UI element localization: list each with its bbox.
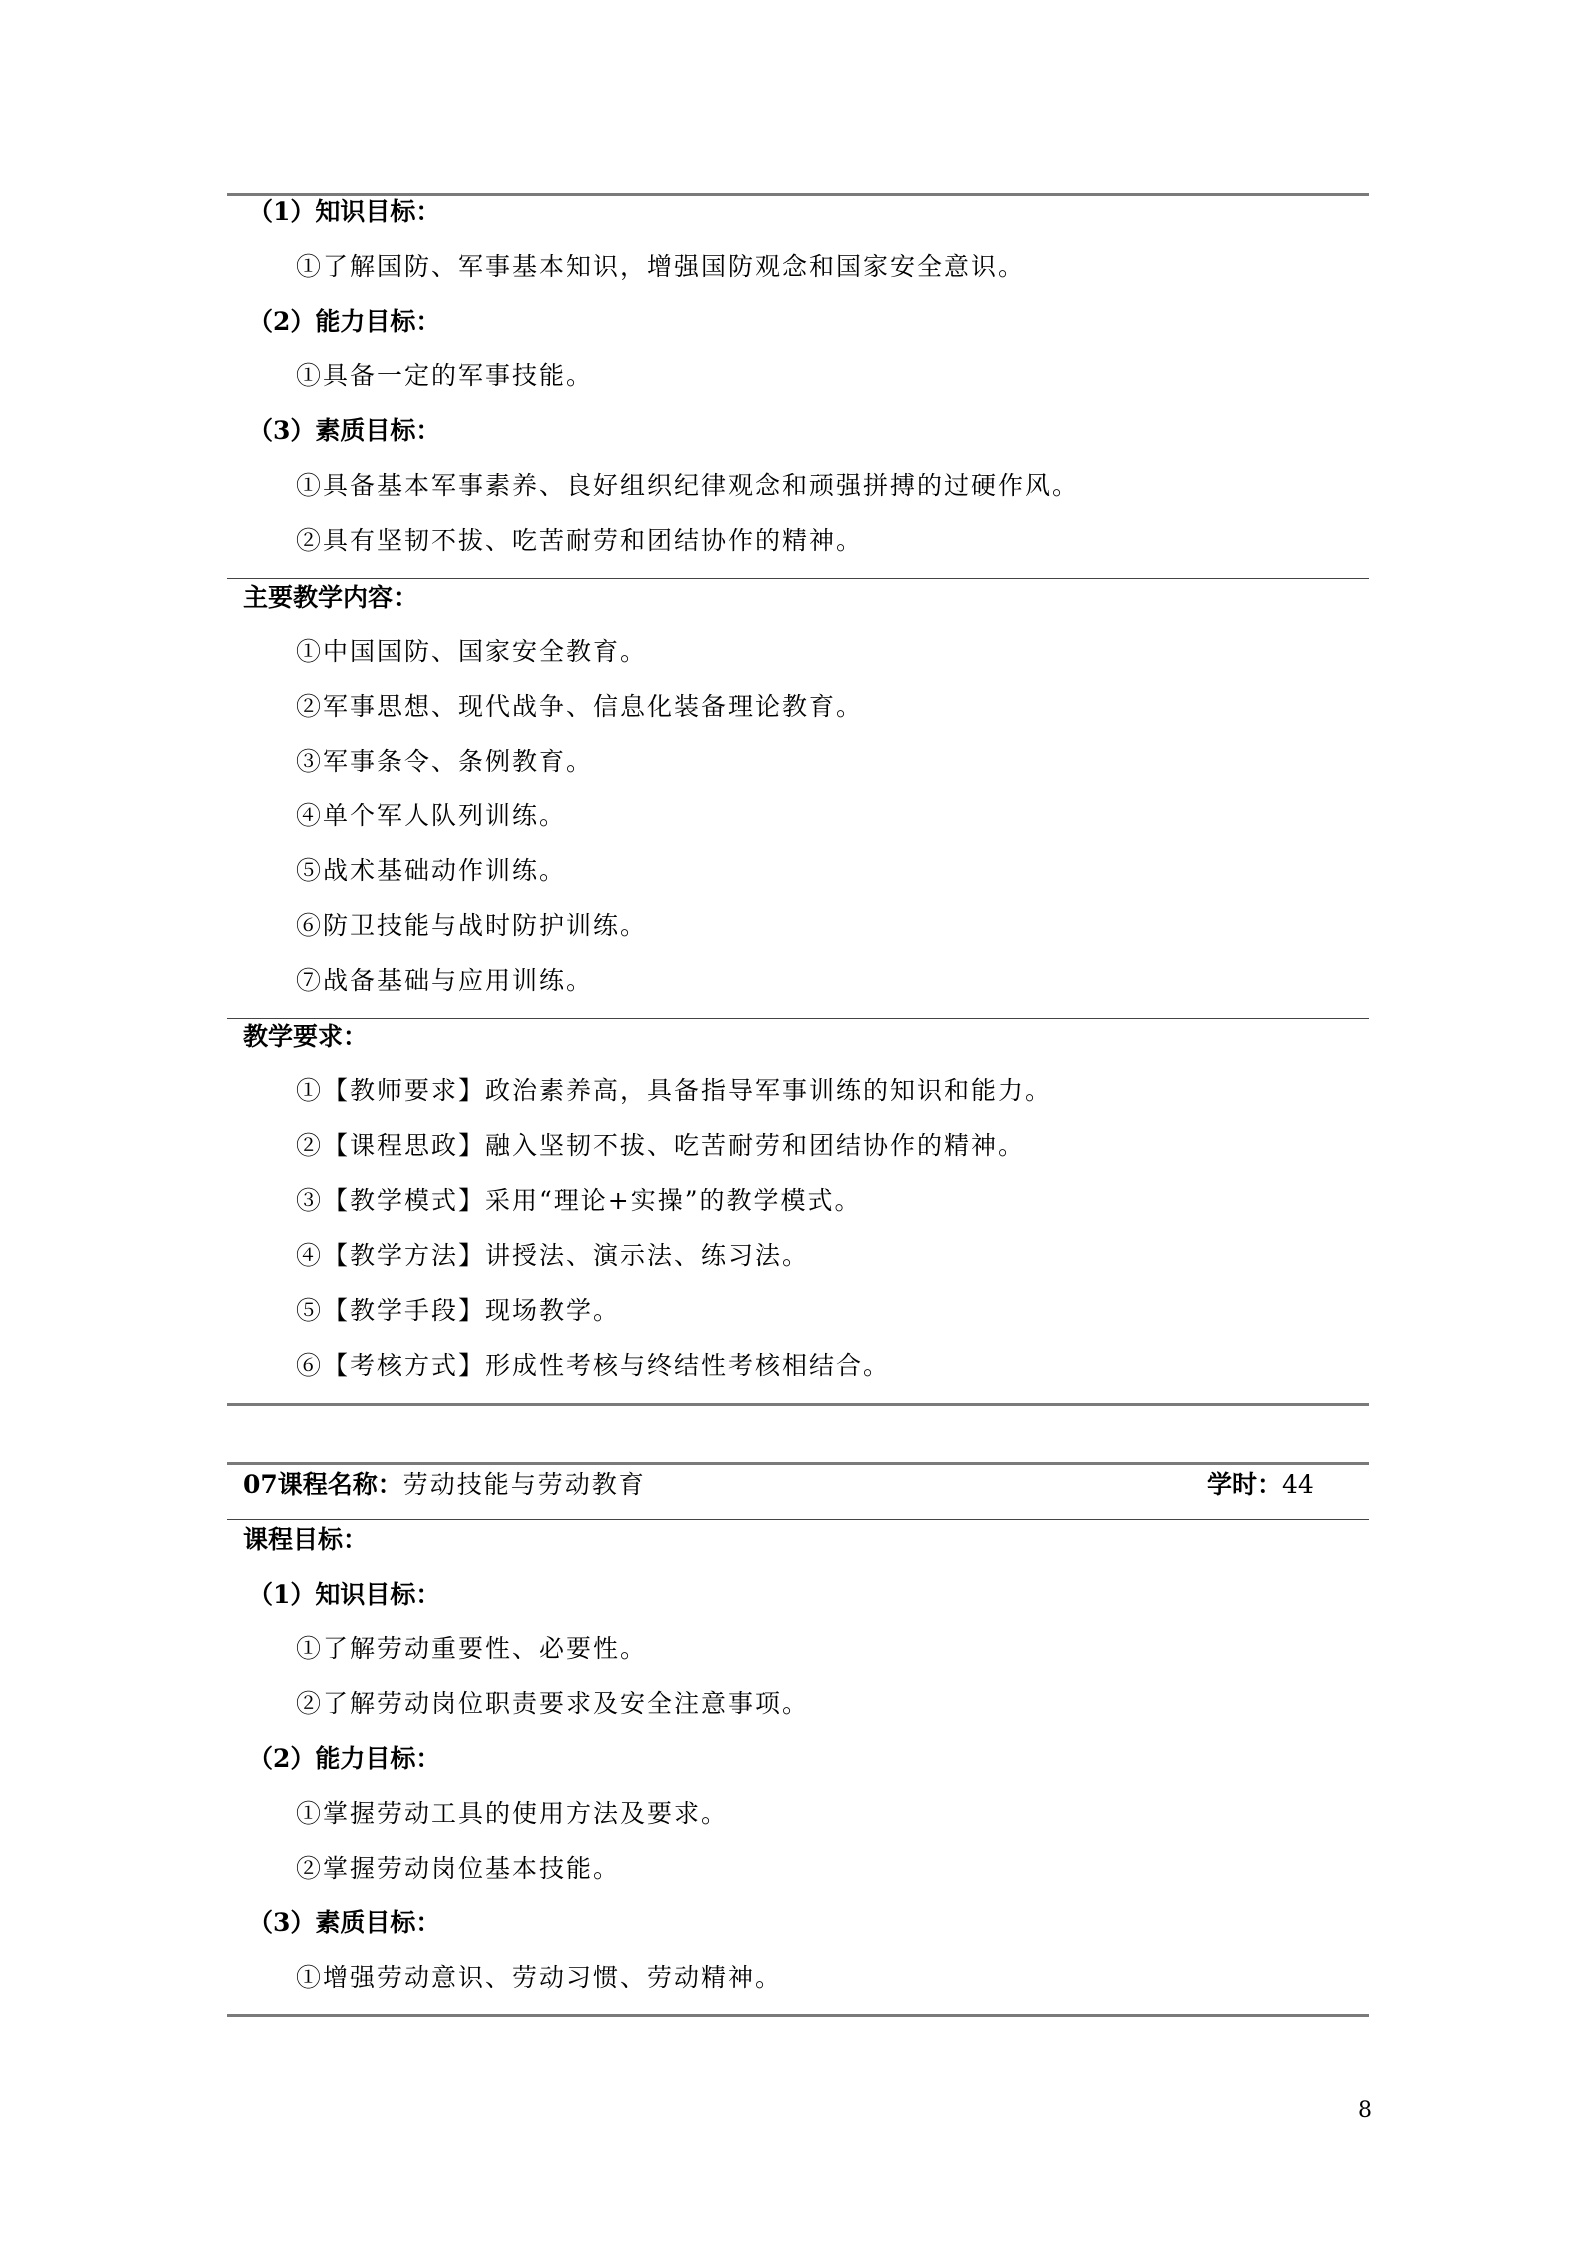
page-number: 8 bbox=[1358, 2098, 1372, 2123]
content-item-4: ④单个军人队列训练。 bbox=[296, 801, 567, 830]
top-block-bottom-rule bbox=[227, 1403, 1369, 1406]
quality-item-1: ①具备基本军事素养、良好组织纪律观念和顽强拼搏的过硬作风。 bbox=[296, 471, 1080, 500]
content-item-3: ③军事条令、条例教育。 bbox=[296, 747, 594, 776]
content-item-5: ⑤战术基础动作训练。 bbox=[296, 856, 567, 885]
content-item-2: ②军事思想、现代战争、信息化装备理论教育。 bbox=[296, 692, 864, 721]
course-hours-value: 44 bbox=[1282, 1470, 1314, 1499]
course-objectives-heading: 课程目标： bbox=[243, 1525, 369, 1554]
course-ability-heading: （2）能力目标： bbox=[248, 1744, 441, 1773]
content-item-1: ①中国国防、国家安全教育。 bbox=[296, 637, 648, 666]
course-hours-label: 学时： bbox=[1207, 1470, 1283, 1499]
course-bottom-rule bbox=[227, 2014, 1369, 2017]
content-item-6: ⑥防卫技能与战时防护训练。 bbox=[296, 911, 648, 940]
course-name-value: 劳动技能与劳动教育 bbox=[402, 1470, 646, 1499]
course-hours bbox=[1207, 1470, 1314, 1500]
course-ability-item-2: ②掌握劳动岗位基本技能。 bbox=[296, 1854, 621, 1883]
quality-item-2: ②具有坚韧不拔、吃苦耐劳和团结协作的精神。 bbox=[296, 526, 864, 555]
requirement-item-3: ③【教学模式】采用“理论+实操”的教学模式。 bbox=[296, 1186, 862, 1215]
ability-heading: （2）能力目标： bbox=[248, 307, 441, 336]
requirement-item-6: ⑥【考核方式】形成性考核与终结性考核相结合。 bbox=[296, 1351, 891, 1380]
course-quality-item-1: ①增强劳动意识、劳动习惯、劳动精神。 bbox=[296, 1963, 783, 1992]
quality-heading: （3）素质目标： bbox=[248, 416, 441, 445]
requirement-item-4: ④【教学方法】讲授法、演示法、练习法。 bbox=[296, 1241, 810, 1270]
course-name-row bbox=[243, 1470, 646, 1500]
requirement-item-1: ①【教师要求】政治素养高，具备指导军事训练的知识和能力。 bbox=[296, 1076, 1053, 1105]
course-quality-heading: （3）素质目标： bbox=[248, 1908, 441, 1937]
knowledge-heading: （1）知识目标： bbox=[248, 197, 441, 226]
top-rule bbox=[227, 193, 1369, 196]
content-divider bbox=[227, 578, 1369, 579]
requirement-item-5: ⑤【教学手段】现场教学。 bbox=[296, 1296, 621, 1325]
course-top-rule bbox=[227, 1462, 1369, 1465]
course-header-divider bbox=[227, 1519, 1369, 1520]
course-name-label: 07课程名称： bbox=[243, 1470, 403, 1499]
course-knowledge-item-2: ②了解劳动岗位职责要求及安全注意事项。 bbox=[296, 1689, 810, 1718]
requirement-item-2: ②【课程思政】融入坚韧不拔、吃苦耐劳和团结协作的精神。 bbox=[296, 1131, 1026, 1160]
requirements-divider bbox=[227, 1018, 1369, 1019]
course-knowledge-item-1: ①了解劳动重要性、必要性。 bbox=[296, 1634, 648, 1663]
course-knowledge-heading: （1）知识目标： bbox=[248, 1580, 441, 1609]
content-heading: 主要教学内容： bbox=[243, 583, 419, 612]
content-item-7: ⑦战备基础与应用训练。 bbox=[296, 966, 594, 995]
course-ability-item-1: ①掌握劳动工具的使用方法及要求。 bbox=[296, 1799, 729, 1828]
ability-item-1: ①具备一定的军事技能。 bbox=[296, 361, 594, 390]
knowledge-item-1: ①了解国防、军事基本知识，增强国防观念和国家安全意识。 bbox=[296, 252, 1026, 281]
requirements-heading: 教学要求： bbox=[243, 1022, 369, 1051]
